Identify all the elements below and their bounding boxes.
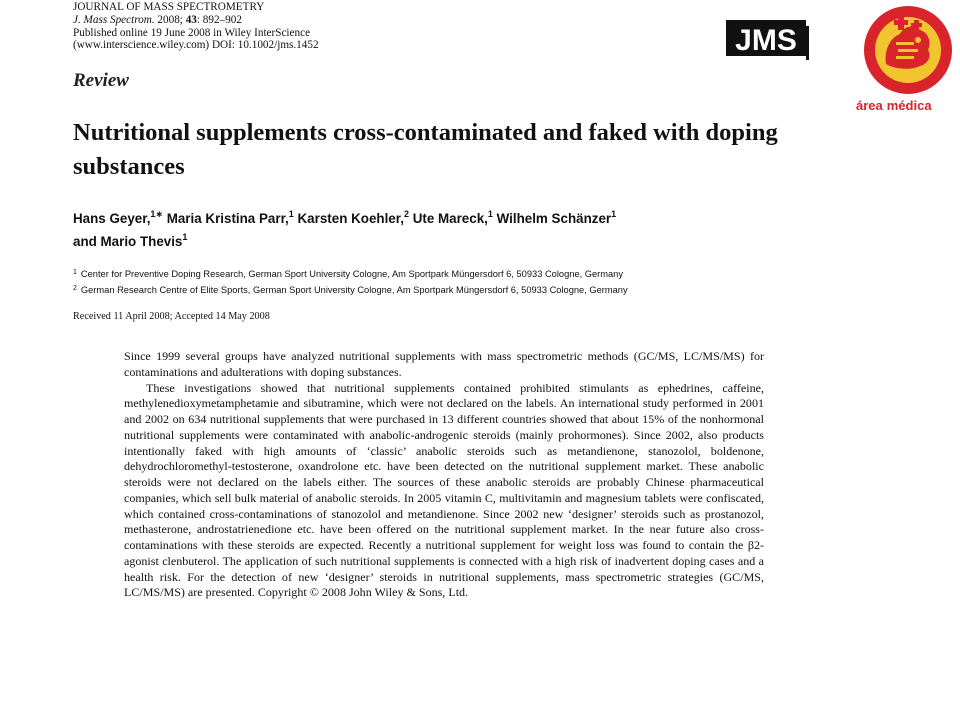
jms-logo-edge bbox=[806, 26, 809, 60]
author-list bbox=[73, 207, 793, 253]
citation-volume: 43 bbox=[185, 13, 197, 26]
area-medica-logo bbox=[856, 2, 960, 114]
journal-header bbox=[73, 1, 633, 52]
doi-line: (www.interscience.wiley.com) DOI: 10.1002/jms.1452 bbox=[73, 39, 319, 52]
published-online: Published online 19 June 2008 in Wiley InterScience bbox=[73, 26, 311, 39]
abstract bbox=[124, 349, 764, 601]
article-type: Review bbox=[73, 70, 129, 91]
affiliation-1: $^1$ Center for Preventive Doping Research, German Sport University Cologne, Am Sportpark Müngersdorf 6, 50933 Cologne, Germany bbox=[73, 269, 623, 279]
author: Karsten Koehler,$^2$ bbox=[297, 209, 409, 226]
author: Hans Geyer,$^{1∗}$ bbox=[73, 209, 163, 226]
jms-logo-text: JMS bbox=[735, 24, 797, 57]
author: Maria Kristina Parr,$^1$ bbox=[166, 209, 294, 226]
citation-year: 2008; bbox=[154, 13, 186, 26]
author: Ute Mareck,$^1$ bbox=[412, 209, 493, 226]
affiliation-2: $^2$ German Research Centre of Elite Sports, German Sport University Cologne, Am Sportpark Müngersdorf 6, 50933 Cologne, Germany bbox=[73, 285, 628, 295]
logo-word-medica: médica bbox=[886, 98, 932, 113]
logo-wordmark bbox=[856, 98, 932, 113]
citation-pages: : 892–902 bbox=[196, 13, 242, 26]
abstract-paragraph-2: These investigations showed that nutritional supplements contained prohibited stimulants as ephedrines, caffeine, methylenedioxymetamphetamie and sibutramine, which were not declared on the labels. An international study performed in 2001 and 2002 on 634 nutritional supplements that were purchased in 13 different countries showed that about 15% of the nonhormonal nutritional supplements were contaminated with anabolic-androgenic steroids (mainly prohormones). Since 2002, also products intentionally faked with high amounts of ‘classic’ anabolic steroids such as metandienone, stanozolol, boldenone, dehydrochloromethyl-testosterone, oxandrolone etc. have been detected on the nutritional supplement market. These anabolic steroids were not declared on the labels either. The sources of these anabolic steroids are probably Chinese pharmaceutical companies, which sell bulk material of anabolic steroids. In 2005 vitamin C, multivitamin and magnesium tablets were confiscated, which contained cross-contaminations of stanozolol and metandienone. Since 2002 new ‘designer’ steroids such as prostanozol, methasterone, androstatrienedione etc. have been offered on the nutritional supplement market. In the near future also cross-contaminations with these steroids are expected. Recently a nutritional supplement for weight loss was found to contain the β2-agonist clenbuterol. The application of such nutritional supplements is connected with a high risk of inadvertent doping cases and a health risk. For the detection of new ‘designer’ steroids in nutritional supplements, mass spectrometric strategies (GC/MS, LC/MS/MS) are presented. Copyright © 2008 John Wiley & Sons, Ltd. bbox=[124, 380, 764, 600]
abstract-paragraph-1: Since 1999 several groups have analyzed nutritional supplements with mass spectrometric methods (GC/MS, LC/MS/MS) for contaminations and adulterations with doping substances. bbox=[124, 349, 764, 379]
article-title: Nutritional supplements cross-contaminated and faked with doping substances bbox=[73, 119, 778, 180]
logo-word-area: área bbox=[856, 98, 883, 113]
journal-citation bbox=[73, 14, 633, 27]
affiliations bbox=[73, 266, 793, 298]
author: and Mario Thevis$^1$ bbox=[73, 232, 188, 249]
jms-logo bbox=[726, 20, 810, 60]
received-dates: Received 11 April 2008; Accepted 14 May 2008 bbox=[73, 311, 270, 322]
author: Wilhelm Schänzer$^1$ bbox=[496, 209, 617, 226]
citation-journal-abbrev: J. Mass Spectrom. bbox=[73, 13, 155, 26]
journal-name: JOURNAL OF MASS SPECTROMETRY bbox=[73, 1, 265, 13]
